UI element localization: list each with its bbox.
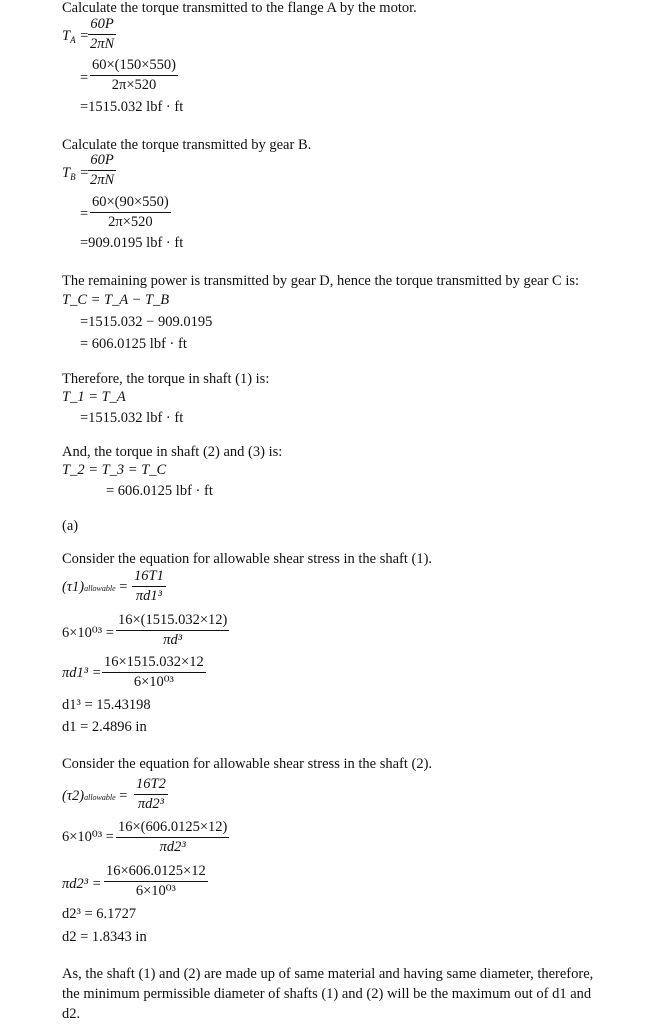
sec1-lhs: $T_A$ = <box>62 28 89 45</box>
sec3-eq2: =1515.032 − 909.0195 <box>80 314 213 330</box>
conclusion-line-3: d2. <box>62 1006 81 1022</box>
sec6-lhs: (τ1)allowable = <box>62 579 128 595</box>
sec7-fraction-1: $\frac{16T2}{\text{πd2³}}$ <box>136 776 166 812</box>
sec6-eq4: d1³ = 15.43198 <box>62 697 151 713</box>
sec5-eq2: = 606.0125 lbf · ft <box>106 483 213 499</box>
sec7-eq5: d2 = 1.8343 in <box>62 929 147 945</box>
part-a-label: (a) <box>62 518 79 534</box>
sec6-e2-lhs: 6×10⁰³ = <box>62 625 114 641</box>
sec5-text: And, the torque in shaft (2) and (3) is: <box>62 444 283 460</box>
sec2-equals: = <box>80 206 89 222</box>
sec1-equals: = <box>80 70 89 86</box>
sec1-fraction-2: $\frac{60\times(150\times 550)}{2\pi\times 520}$ <box>92 57 177 93</box>
sec5-eq1: T_2 = T_3 = T_C <box>62 462 167 478</box>
sec3-text: The remaining power is transmitted by gear D, hence the torque transmitted by gear C is: <box>62 273 580 289</box>
sec1-text: Calculate the torque transmitted to the flange A by the motor. <box>62 0 417 16</box>
sec4-eq2: =1515.032 lbf · ft <box>80 410 184 426</box>
sec6-eq5: d1 = 2.4896 in <box>62 719 147 735</box>
sec7-fraction-3: $\frac{16\times 606.0125\times 12}{\text{6×10⁰³}}$ <box>106 863 206 899</box>
sec1-fraction-1: $\frac{60P}{2\pi N}$ <box>90 16 115 52</box>
sec7-eq4: d2³ = 6.1727 <box>62 906 137 922</box>
sec2-fraction-1: $\frac{60P}{2\pi N}$ <box>90 152 115 188</box>
sec6-text: Consider the equation for allowable shear stress in the shaft (1). <box>62 551 433 567</box>
sec6-fraction-3: $\frac{16\times 1515.032\times 12}{\text{6×10⁰³}}$ <box>104 654 204 690</box>
sec3-eq1: T_C = T_A − T_B <box>62 292 170 308</box>
sec2-fraction-2: $\frac{60\times(90\times 550)}{2\pi\times 520}$ <box>92 194 169 230</box>
sec7-e2-lhs: 6×10⁰³ = <box>62 829 114 845</box>
sec2-result: =909.0195 lbf · ft <box>80 235 184 251</box>
sec2-text: Calculate the torque transmitted by gear B. <box>62 137 312 153</box>
sec1-result: =1515.032 lbf · ft <box>80 99 184 115</box>
sec7-e3-lhs: πd2³ = <box>62 876 102 892</box>
sec7-lhs: (τ2)allowable = <box>62 788 128 804</box>
sec6-fraction-2: $\frac{16\times(1515.032\times 12)}{\text{πd³}}$ <box>118 612 228 648</box>
sec7-text: Consider the equation for allowable shear stress in the shaft (2). <box>62 756 433 772</box>
sec4-text: Therefore, the torque in shaft (1) is: <box>62 371 270 387</box>
sec4-eq1: T_1 = T_A <box>62 389 126 405</box>
sec7-fraction-2: $\frac{16\times(606.0125\times 12)}{\text{πd2³}}$ <box>118 819 228 855</box>
sec3-eq3: = 606.0125 lbf · ft <box>80 336 187 352</box>
conclusion-line-2: the minimum permissible diameter of shafts (1) and (2) will be the maximum out of d1 and <box>62 986 592 1002</box>
sec6-fraction-1: $\frac{16T1}{\text{πd1³}}$ <box>134 568 164 604</box>
sec6-e3-lhs: πd1³ = <box>62 665 102 681</box>
conclusion-line-1: As, the shaft (1) and (2) are made up of same material and having same diameter, therefore, <box>62 966 594 982</box>
sec2-lhs: $T_B$ = <box>62 165 89 182</box>
